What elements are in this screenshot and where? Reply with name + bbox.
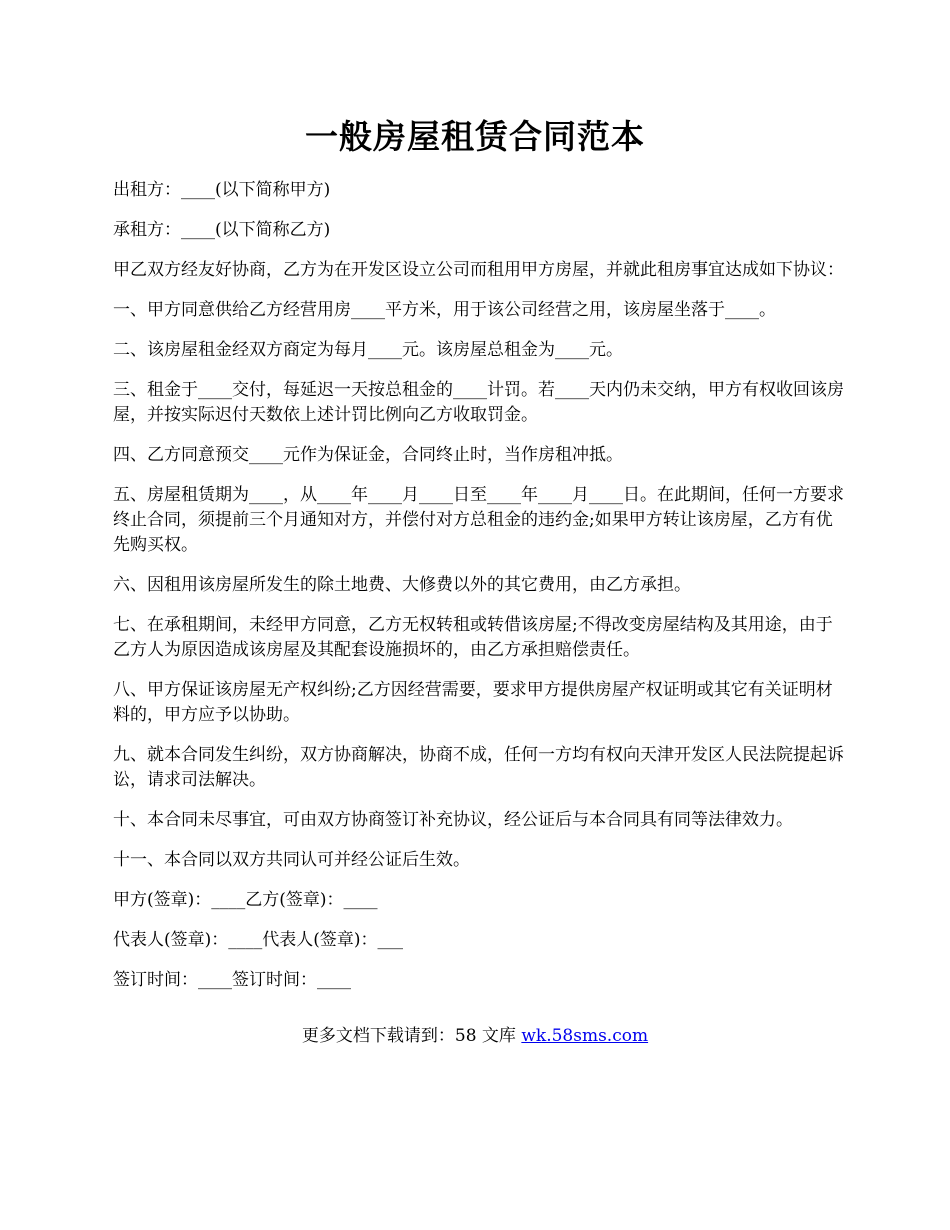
footer-link[interactable]: wk.58sms.com (521, 1026, 649, 1046)
clause-8: 八、甲方保证该房屋无产权纠纷;乙方因经营需要，要求甲方提供房屋产权证明或其它有关证明材料的，甲方应予以协助。 (113, 680, 833, 725)
clause-1: 一、甲方同意供给乙方经营用房____平方米，用于该公司经营之用，该房屋坐落于____。 (113, 300, 776, 320)
lessee-line: 承租方：____(以下简称乙方) (113, 220, 331, 240)
document-title: 一般房屋租赁合同范本 (305, 117, 645, 156)
clause-3: 三、租金于____交付，每延迟一天按总租金的____计罚。若____天内仍未交纳，甲方有权收回该房屋，并按实际迟付天数依上述计罚比例向乙方收取罚金。 (113, 380, 844, 425)
clause-4: 四、乙方同意预交____元作为保证金，合同终止时，当作房租冲抵。 (113, 445, 623, 465)
lessor-line: 出租方：____(以下简称甲方) (113, 180, 331, 200)
representative-signature-line: 代表人(签章)：____代表人(签章)：___ (113, 930, 404, 950)
preamble-paragraph: 甲乙双方经友好协商，乙方为在开发区设立公司而租用甲方房屋，并就此租房事宜达成如下协议： (113, 260, 844, 280)
clause-5: 五、房屋租赁期为____，从____年____月____日至____年____月____日。在此期间，任何一方要求终止合同，须提前三个月通知对方，并偿付对方总租金的违约金;如果甲方转让该房屋，乙方有优先购买权。 (113, 485, 844, 555)
clause-6: 六、因租用该房屋所发生的除土地费、大修费以外的其它费用，由乙方承担。 (113, 575, 691, 595)
download-footer (0, 1024, 950, 1049)
signing-date-line: 签订时间：____签订时间：____ (113, 970, 351, 990)
clause-9: 九、就本合同发生纠纷，双方协商解决，协商不成，任何一方均有权向天津开发区人民法院提起诉讼，请求司法解决。 (113, 745, 844, 790)
clause-7: 七、在承租期间，未经甲方同意，乙方无权转租或转借该房屋;不得改变房屋结构及其用途，由于乙方人为原因造成该房屋及其配套设施损坏的，由乙方承担赔偿责任。 (113, 615, 833, 660)
clause-11: 十一、本合同以双方共同认可并经公证后生效。 (113, 850, 470, 870)
footer-text: 更多文档下载请到：58 文库 (301, 1026, 522, 1046)
signature-line: 甲方(签章)：____乙方(签章)：____ (113, 890, 378, 910)
clause-2: 二、该房屋租金经双方商定为每月____元。该房屋总租金为____元。 (113, 340, 623, 360)
contract-body (113, 178, 848, 1008)
clause-10: 十、本合同未尽事宜，可由双方协商签订补充协议，经公证后与本合同具有同等法律效力。 (113, 810, 793, 830)
